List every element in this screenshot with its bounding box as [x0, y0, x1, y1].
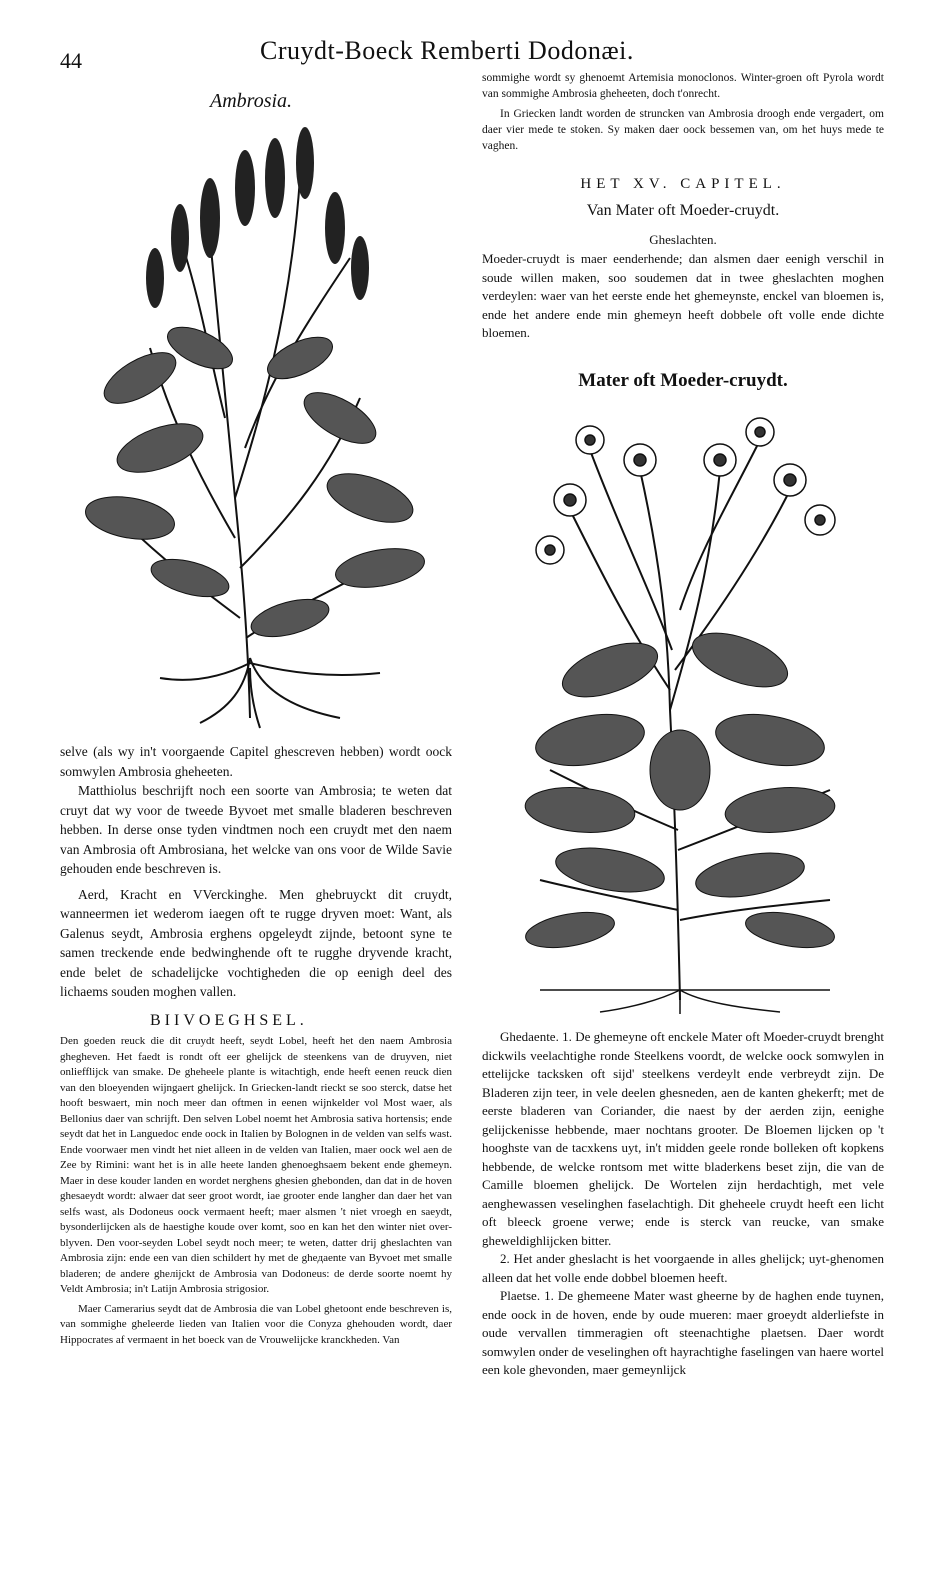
left-paragraph-2: Matthiolus beschrijft noch een soorte van Ambrosia; te weten dat cruyt dat wy voor de tweede Byvoet met smalle bladeren beschreven hebben. In derse onse tyden vindtmen noch een cruydt met den naem van Ambrosia oft Ambrosiana, het welcke van ons voor de Wilde Savie gehouden ende beschreven is. [60, 783, 452, 876]
addendum-paragraph-2: Maer Camerarius seydt dat de Ambrosia die van Lobel ghetoont ende beschreven is, van sommighe gheleerde lieden van Italien voor die Conyza ghehouden wordt, daer Hippocrates af vermaent in het boeck van de Vrouwelijcke kranckheden. Van [60, 1302, 452, 1346]
right-top-text [482, 70, 884, 154]
figure-caption-ambrosia: Ambrosia. [210, 90, 293, 112]
left-paragraph-3: Aerd, Kracht en VVerckinghe. Men ghebruyckt dit cruydt, wanneermen iet wederom iaegen oft te rugge dryven moet: Want, als Galenus seydt, Ambrosia erghens opgeleydt zijnde, betoont syne te samen treckende ende bedwinghende oft te rugghe dryvende kracht, ende belet de schadelijcke vochtigheden die op eenigh deel des lichaems souden moghen vallen. [60, 886, 452, 999]
running-title: Cruydt-Boeck Remberti Dodonæi. [260, 36, 634, 65]
right-paragraph-2: 2. Het ander gheslacht is het voorgaende in alles ghelijck; uyt-ghenomen alleen dat het volle ende dobbel bloemen heeft. [482, 1251, 884, 1285]
intro-text [482, 250, 884, 343]
chapter-title: Van Mater oft Moeder-cruydt. [586, 202, 780, 219]
section-heading-bijvoeghsel: BIIVOEGHSEL. [150, 1012, 308, 1029]
ambrosia-illustration [60, 118, 450, 730]
addendum-text [60, 1034, 452, 1348]
right-top-paragraph-2: In Griecken landt worden de struncken van Ambrosia droogh ende vergadert, om daer vier mede te stoken. Sy maken daer oock bessemen van, om het huys mede te vaghen. [482, 108, 884, 152]
figure-caption-mater: Mater oft Moeder-cruydt. [578, 370, 788, 391]
right-top-paragraph-1: sommighe wordt sy ghenoemt Artemisia monoclonos. Winter-groen oft Pyrola wordt van sommighe Ambrosia gheheeten, doch t'onrecht. [482, 72, 884, 100]
subheading-gheslachten: Gheslachten. [649, 232, 717, 247]
chapter-heading: HET XV. CAPITEL. [580, 176, 786, 192]
right-paragraph-3: Plaetse. 1. De ghemeene Mater wast gheerne by de haghen ende tuynen, ende oock in de hoven, ende by oude mueren: maer groeydt alderliefste in oude vervallen timmeragien oft steenachtighe plaetsen. Daer wordt somwylen onder de veselinghen oft hayrachtighe faselingen van haere wortel een kole ghevonden, maer gemeynlijck [482, 1288, 884, 1377]
page-number: 44 [60, 48, 82, 73]
right-paragraph-1: Ghedaente. 1. De ghemeyne oft enckele Mater oft Moeder-cruydt brenght dickwils veelachtighe ronde Steelkens voordt, de welcke oock somwylen in ettelijcke tacksken oft sijd' steelkens verdeylt ende verbreydt zijn. De Bladeren zijn teer, in vele deelen ghesneden, aen de kanten ghekerft; met de eerste bladeren van Coriander, die naest by der aerden zijn, eenighe gelijckenisse hebbende, maer nochtans grooter. De Bloemen lijcken op 't hooghste van de tacxkens uyt, in't midden geele ronde bolleken oft kopkens hebbende, de welcke rontsom met witte bladerkens beset zijn, die van de Camille bloemen ghelijck. De Wortelen zijn herdachtigh, met vele aenghewassen veselinghen faselachtigh. Dit gheheele cruydt heeft een licht oft bleeck groene verwe; ende is sterck van reucke, van smake gheweldighlijcken bitter. [482, 1029, 884, 1248]
left-body-text [60, 742, 452, 1002]
right-body-text [482, 1028, 884, 1380]
mater-illustration [520, 410, 850, 1015]
left-paragraph-1: selve (als wy in't voorgaende Capitel ghescreven hebben) wordt oock somwylen Ambrosia gheheeten. [60, 744, 452, 779]
addendum-paragraph-1: Den goeden reuck die dit cruydt heeft, seydt Lobel, heeft het den naem Ambrosia ghegheven. Het faedt is rondt oft eer ghelijck de steenkens van de druyven, niet onliefflijck van smake. De gheheele plante is witachtigh, ende heeft eenen reuck dien van den bloeyenden wijngaert ghelijck. In Griecken-landt rieckt se soo sterck, datse het hooft beswaert, min noch meer dan oftmen in eenen wijnkelder vol Most waer, als Bellonius daer van schrijft. Den selven Lobel noemt het Ambrosia sativa hortensis; ende seydt dat het in Languedoc ende oock in Italien by Bolognen in de velden van selfs wast. Ende voorwaer men vindt het niet alleen in de velden van Italien, maer oock wel aen de Zee by Rimini: want het is in alle heete landen ghenoeghsaem bekent ende ghemeyn. Maer in dese kouder landen en wordet nerghens ghesien ghebonden, dan dat in de hoven ghesaeydt wordt: alwaer dat seer groot wordt, iae grooter ende langher dan daer het van selfs wast, als Dodoneus oock vermaent heeft; maer alsmen 't niet vroegh en saeydt, bysonderlijcken als de haestighe koude over komt, soo en kan het den winter niet over-blyven. Den voor-seyden Lobel seydt noch meer; te weten, datter drij gheslachten van Ambrosia zijn: ende een van dien schildert hy met de gheдaente van Byvoet met smalle bladeren; de andere gheлijckt de Ambrosia van Dodoneus: de derde soorte noemt hy Veldt Ambrosia; in't Latijn Ambrosia strigosior. [60, 1035, 452, 1295]
intro-paragraph: Moeder-cruydt is maer eenderhende; dan alsmen daer eenigh verschil in soude willen maken, soo soudemen dat in twee gheslachten moghen verdeylen: waer van het eerste ende het ghemeynste, enckel van bloemen is, ende het andere ende min ghemeyn heeft dobbele oft volle ende dichte bloemen. [482, 251, 884, 340]
